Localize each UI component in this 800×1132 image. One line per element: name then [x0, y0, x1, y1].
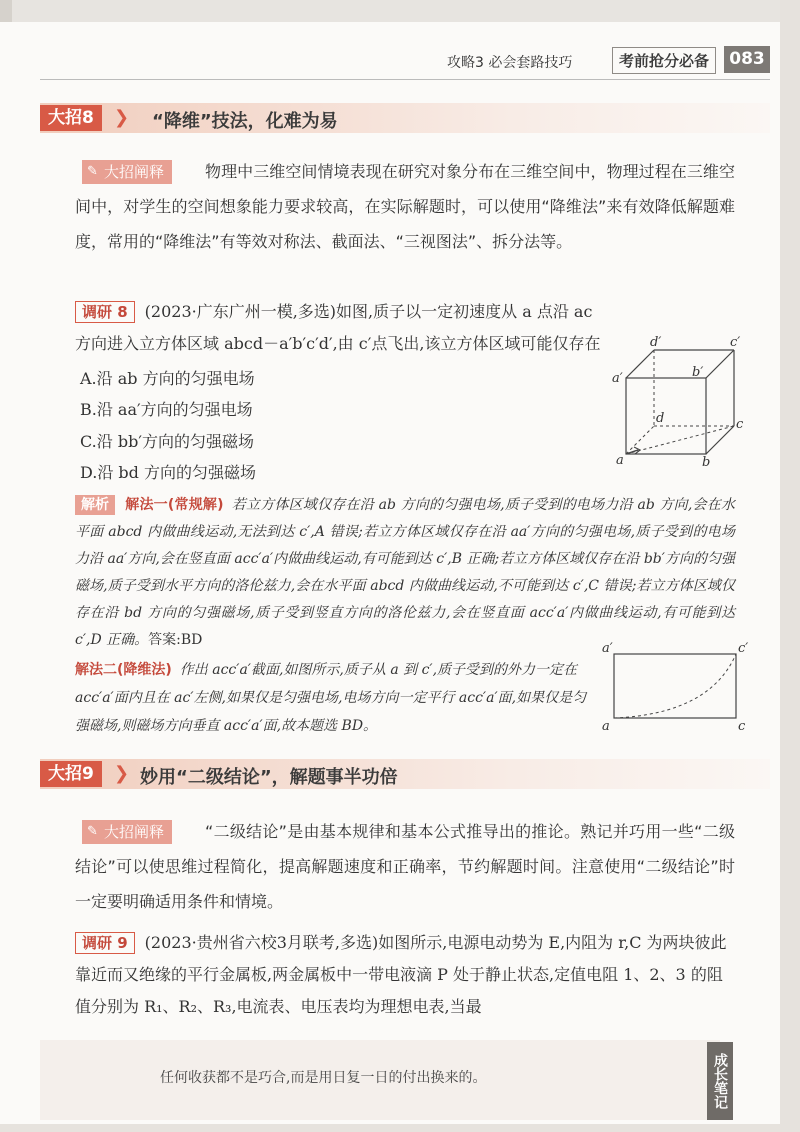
label-d: d [656, 411, 665, 426]
solution-tag: 解析 [75, 495, 115, 515]
label-d2: d′ [650, 336, 662, 350]
method-1-text: 若立方体区域仅存在沿 ab 方向的匀强电场,质子受到的电场力沿 ab 方向,会在水平面 abcd 内做曲线运动,无法到达 c′,A 错误;若立方体区域仅存在沿 aa′方向的匀强电场,质子受到的电场力沿 aa′方向,会在竖直面 acc′a′内做曲线运动,有可能到达 c′,B 正确;若立方体区域仅存在沿 bb′方向的匀强磁场,质子受到水平方向的洛伦兹力,会在水平面 abcd 内做曲线运动,不可能到达 c′,C 错误;若立方体区域仅存在沿 bd 方向的匀强磁场,质子受到竖直方向的洛伦兹力,会在竖直面 acc′a′内做曲线运动,有可能到达 c′,D 正确。 [75, 497, 735, 648]
label-a2: a′ [612, 371, 623, 386]
section-rect [614, 654, 736, 718]
label-c: c [738, 719, 746, 732]
option-a: A.沿 ab 方向的匀强电场 [80, 369, 255, 388]
question-8-label: 调研 8 [75, 301, 135, 323]
method-2-title: 解法二(降维法) [75, 662, 172, 678]
running-header-title: 考前抢分必备 [612, 47, 716, 74]
section-9-title: 妙用“二级结论”，解题事半功倍 [140, 767, 398, 788]
running-header-guide: 攻略3 必会套路技巧 [447, 55, 573, 71]
question-8-text: (2023·广东广州一模,多选)如图,质子以一定初速度从 a 点沿 ac 方向进入立方体区域 abcd－a′b′c′d′,由 c′点飞出,该立方体区域可能仅存在 [75, 302, 601, 353]
side-tab: 成长笔记 [707, 1042, 733, 1120]
bottom-page-edge [0, 1124, 800, 1132]
section-9-tag: 大招9 [40, 761, 102, 787]
option-b: B.沿 aa′方向的匀强电场 [80, 400, 253, 419]
label-c2: c′ [730, 336, 741, 350]
label-a: a [602, 719, 610, 732]
question-9 [75, 927, 735, 1023]
answer: 答案:BD [148, 632, 203, 648]
section-8-banner [40, 103, 770, 133]
label-b2: b′ [692, 365, 704, 380]
cube-figure [608, 336, 748, 468]
section-9-badge-label: 大招阐释 [104, 823, 165, 841]
label-b: b [702, 455, 711, 468]
section-8-tag: 大招8 [40, 105, 102, 131]
solution-8-method-2 [75, 656, 600, 740]
cube-front-face [626, 378, 706, 454]
question-8 [75, 296, 610, 360]
chevron-right-icon: ❯ [114, 763, 130, 784]
diagonal-ac [626, 426, 734, 454]
option-c: C.沿 bb′方向的匀强磁场 [80, 432, 254, 451]
solution-8-method-1 [75, 492, 735, 654]
section-8-explanation [75, 154, 735, 259]
page-number: 083 [724, 46, 770, 73]
section-9-explanation [75, 814, 735, 919]
top-edge-corner [0, 0, 12, 22]
trajectory-curve [614, 654, 736, 718]
section-8-badge-label: 大招阐释 [104, 163, 165, 181]
pencil-icon: ✎ [87, 164, 98, 179]
question-9-label: 调研 9 [75, 932, 135, 954]
pencil-icon: ✎ [87, 824, 98, 839]
section-9-explanation-text: “二级结论”是由基本规律和基本公式推导出的推论。熟记并巧用一些“二级结论”可以使思维过程简化，提高解题速度和正确率，节约解题时间。注意使用“二级结论”时一定要明确适用条件和情境。 [75, 822, 735, 911]
question-9-text: (2023·贵州省六校3月联考,多选)如图所示,电源电动势为 E,内阻为 r,C 为两块彼此靠近而又绝缘的平行金属板,两金属板中一带电液滴 P 处于静止状态,定值电阻 1、2、3 的阻值分别为 R₁、R₂、R₃,电流表、电压表均为理想电表,当最 [75, 933, 727, 1016]
right-page-edge [780, 0, 800, 1132]
section-figure [600, 640, 750, 732]
label-a: a [616, 453, 624, 468]
section-8-explanation-text: 物理中三维空间情境表现在研究对象分布在三维空间中，物理过程在三维空间中，对学生的空间想象能力要求较高，在实际解题时，可以使用“降维法”来有效降低解题难度，常用的“降维法”有等效对称法、截面法、“三视图法”、拆分法等。 [75, 162, 735, 251]
label-a2: a′ [602, 641, 613, 656]
chevron-right-icon: ❯ [114, 107, 130, 128]
label-c: c [736, 417, 744, 432]
header-rule [40, 79, 770, 80]
method-2-text: 作出 acc′a′截面,如图所示,质子从 a 到 c′,质子受到的外力一定在 acc′a′面内且在 ac′左侧,如果仅是匀强电场,电场方向一定平行 acc′a′面,如果仅是匀强磁场,则磁场方向垂直 acc′a′面,故本题选 BD。 [75, 662, 587, 734]
method-1-title: 解法一(常规解) [125, 497, 224, 513]
label-c2: c′ [738, 641, 749, 656]
section-8-title: “降维”技法，化难为易 [152, 111, 338, 132]
section-9-banner [40, 759, 770, 789]
top-edge [0, 0, 780, 22]
footer-quote: 任何收获都不是巧合,而是用日复一日的付出换来的。 [160, 1070, 487, 1086]
option-d: D.沿 bd 方向的匀强磁场 [80, 463, 257, 482]
